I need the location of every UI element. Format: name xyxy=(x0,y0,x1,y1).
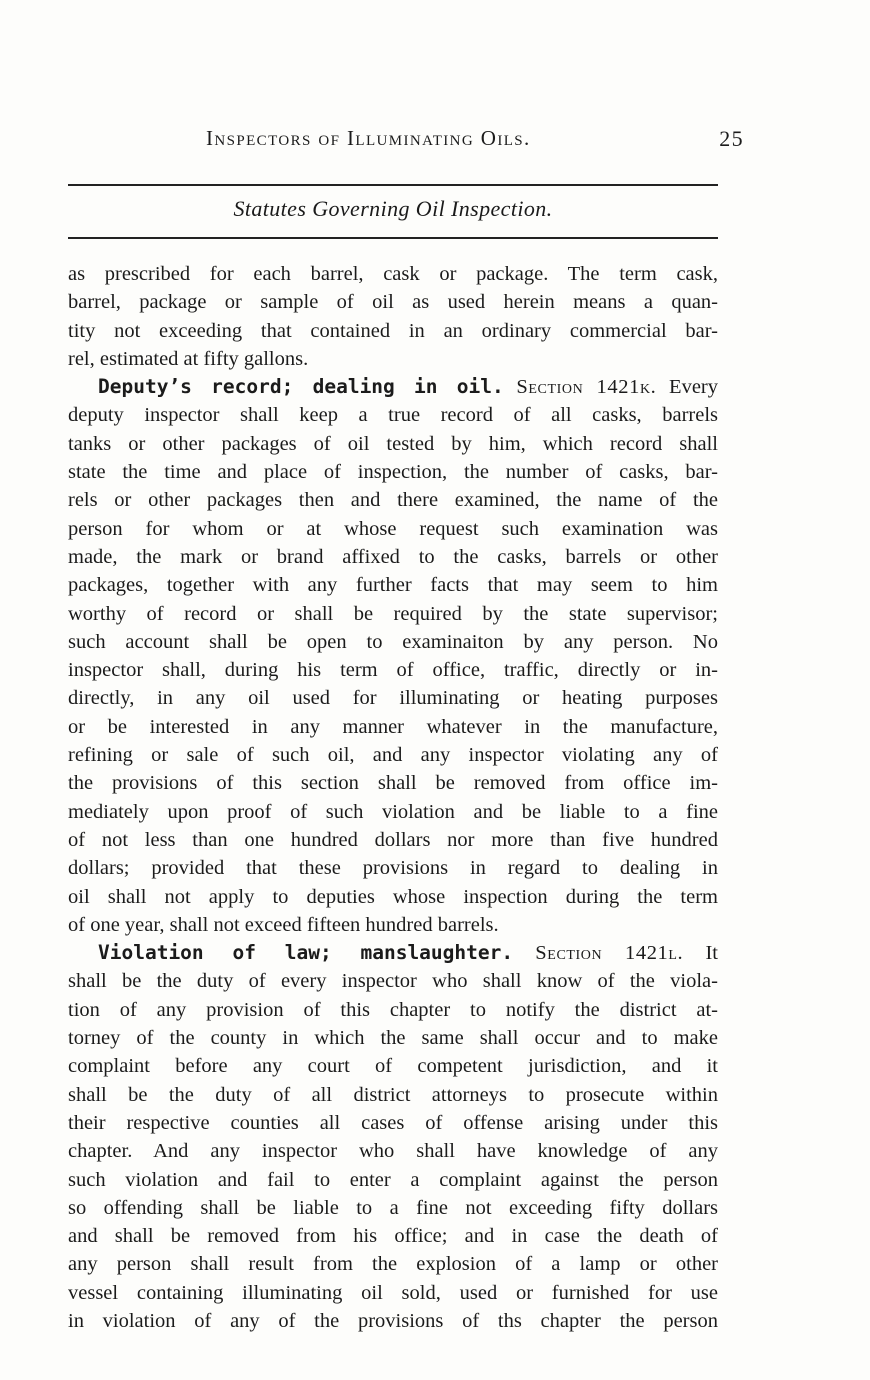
paragraph-first-line xyxy=(68,373,718,401)
text-line: the provisions of this section shall be removed from office im- xyxy=(68,772,718,795)
text-line: any person shall result from the explosion of a lamp or other xyxy=(68,1253,718,1276)
text-line: of not less than one hundred dollars nor more than five hundred xyxy=(68,828,718,851)
text-line: state the time and place of inspection, the number of casks, bar- xyxy=(68,461,718,484)
text-line: such account shall be open to examinaiton by any person. No xyxy=(68,630,718,653)
text-line: oil shall not apply to deputies whose inspection during the term xyxy=(68,885,718,908)
text-line: person for whom or at whose request such examination was xyxy=(68,517,718,540)
text-line: vessel containing illuminating oil sold, used or furnished for use xyxy=(68,1281,718,1304)
text-line: mediately upon proof of such violation and be liable to a fine xyxy=(68,800,718,823)
text-line: of one year, shall not exceed fifteen hundred barrels. xyxy=(68,913,499,936)
text-fragment: Every xyxy=(669,376,718,399)
text-line: so offending shall be liable to a fine not exceeding fifty dollars xyxy=(68,1196,718,1219)
text-line: their respective counties all cases of offense arising under this xyxy=(68,1111,718,1134)
body-text xyxy=(68,260,718,1335)
text-line: and shall be removed from his office; and in case the death of xyxy=(68,1225,718,1248)
text-line: or be interested in any manner whatever in the manufacture, xyxy=(68,715,718,738)
text-line: worthy of record or shall be required by the state supervisor; xyxy=(68,602,718,625)
text-fragment: It xyxy=(705,942,718,965)
text-line: tanks or other packages of oil tested by him, which record shall xyxy=(68,432,718,455)
paragraph-first-line xyxy=(68,939,718,967)
header-rule-top xyxy=(68,184,718,186)
text-line: rels or other packages then and there examined, the name of the xyxy=(68,489,718,512)
text-line: dollars; provided that these provisions in regard to dealing in xyxy=(68,857,718,880)
section-number: Section 1421l. xyxy=(535,942,684,965)
text-line: tion of any provision of this chapter to notify the district at- xyxy=(68,998,718,1021)
text-line: tity not exceeding that contained in an ordinary commercial bar- xyxy=(68,319,718,342)
section-number: Section 1421k. xyxy=(516,376,657,399)
text-line: as prescribed for each barrel, cask or package. The term cask, xyxy=(68,263,718,285)
text-line: such violation and fail to enter a complaint against the person xyxy=(68,1168,718,1191)
text-line: made, the mark or brand affixed to the casks, barrels or other xyxy=(68,545,718,568)
text-line: torney of the county in which the same shall occur and to make xyxy=(68,1027,718,1050)
text-line: complaint before any court of competent jurisdiction, and it xyxy=(68,1055,718,1078)
text-line: chapter. And any inspector who shall have knowledge of any xyxy=(68,1140,718,1163)
running-title: Inspectors of Illuminating Oils. xyxy=(206,126,531,150)
text-line: inspector shall, during his term of office, traffic, directly or in- xyxy=(68,659,718,682)
page-number: 25 xyxy=(719,126,744,151)
text-line: packages, together with any further facts that may seem to him xyxy=(68,574,718,597)
text-line: rel, estimated at fifty gallons. xyxy=(68,347,309,370)
text-line: directly, in any oil used for illuminating or heating purposes xyxy=(68,687,718,710)
text-line: refining or sale of such oil, and any inspector violating any of xyxy=(68,744,718,767)
text-line: in violation of any of the provisions of ths chapter the person xyxy=(68,1309,718,1332)
text-line: shall be the duty of all district attorneys to prosecute within xyxy=(68,1083,718,1106)
header-rule-bottom xyxy=(68,237,718,239)
text-line: shall be the duty of every inspector who shall know of the viola- xyxy=(68,970,718,993)
subtitle: Statutes Governing Oil Inspection. xyxy=(233,196,553,221)
text-line: deputy inspector shall keep a true record of all casks, barrels xyxy=(68,404,718,427)
section-heading: Deputy’s record; dealing in oil. xyxy=(98,375,504,399)
section-heading: Violation of law; manslaughter. xyxy=(98,941,514,965)
text-line: barrel, package or sample of oil as used herein means a quan- xyxy=(68,291,718,314)
